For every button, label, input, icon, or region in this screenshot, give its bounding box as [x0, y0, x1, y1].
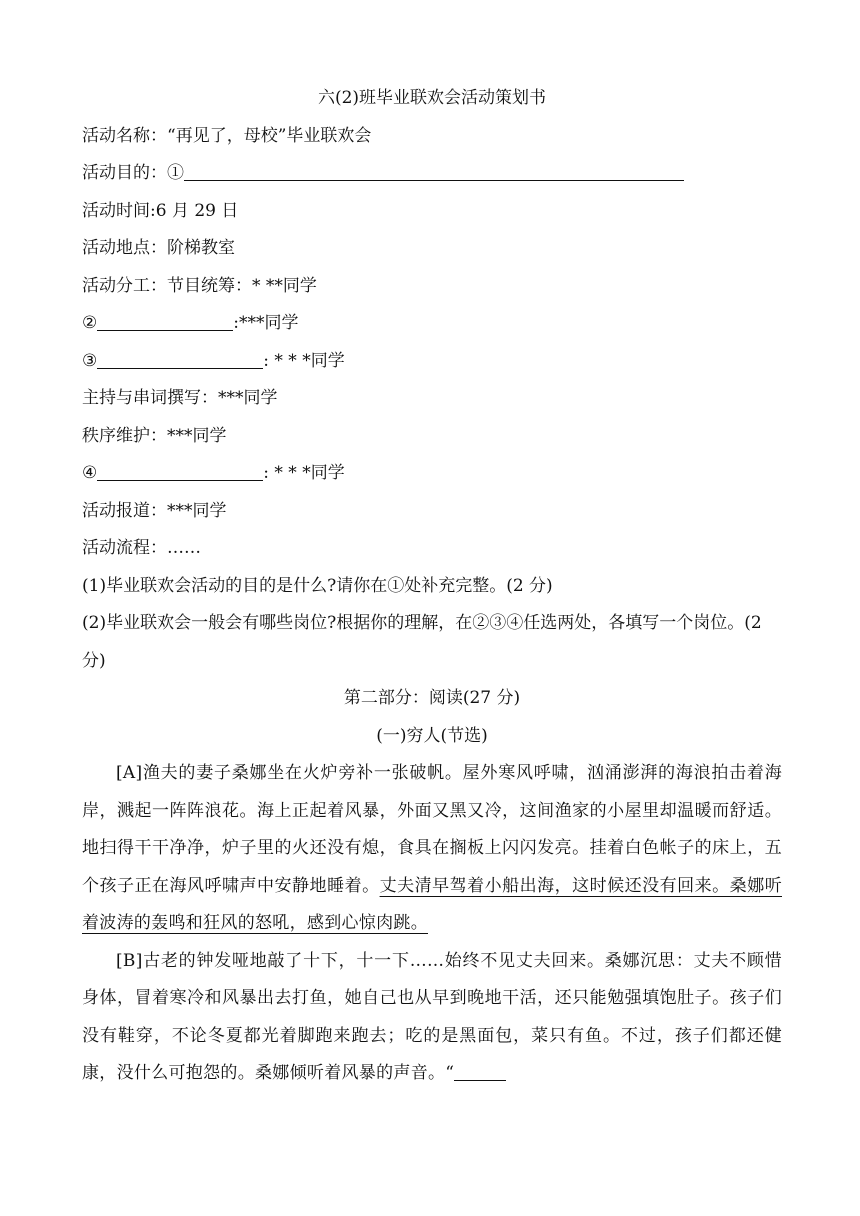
role-3-row — [82, 343, 782, 381]
role-3-suffix: : * * *同学 — [263, 350, 345, 371]
role-2-blank[interactable] — [97, 310, 233, 331]
paragraph-a — [82, 755, 782, 943]
question-2: (2)毕业联欢会一般会有哪些岗位?根据你的理解，在②③④任选两处，各填写一个岗位。(2 分) — [82, 613, 762, 671]
paragraph-b — [82, 943, 782, 1093]
order-row: 秩序维护：***同学 — [82, 425, 227, 446]
document-page — [82, 80, 782, 1093]
section-title: (一)穷人(节选) — [376, 725, 488, 746]
role-4-marker: ④ — [82, 463, 98, 483]
role-3-marker: ③ — [82, 350, 98, 371]
process-row: 活动流程：…… — [82, 538, 201, 558]
role-2-row — [82, 305, 782, 343]
part2-title: 第二部分：阅读(27 分) — [343, 688, 521, 708]
role-4-suffix: : * * *同学 — [263, 463, 345, 483]
question-1: (1)毕业联欢会活动的目的是什么?请你在①处补充完整。(2 分) — [82, 575, 553, 596]
activity-place-row: 活动地点：阶梯教室 — [82, 238, 235, 258]
role-2-suffix: :***同学 — [233, 313, 299, 333]
host-row: 主持与串词撰写：***同学 — [82, 388, 278, 408]
role-3-blank[interactable] — [97, 348, 263, 369]
activity-purpose-label: 活动目的：① — [82, 163, 184, 183]
paragraph-b-text: [B]古老的钟发哑地敲了十下，十一下……始终不见丈夫回来。桑娜沉思：丈夫不顾惜身体，冒着寒冷和风暴出去打鱼，她自己也从早到晚地干活，还只能勉强填饱肚子。孩子们没有鞋穿，不论冬夏都光着脚跑来跑去；吃的是黑面包，菜只有鱼。不过，孩子们都还健康，没什么可抱怨的。桑娜倾听着风暴的声音。“ — [82, 950, 782, 1083]
activity-name-row: 活动名称：“再见了，母校”毕业联欢会 — [82, 125, 372, 146]
paragraph-b-blank[interactable] — [454, 1060, 506, 1081]
role-2-marker: ② — [82, 313, 98, 333]
role-4-blank[interactable] — [97, 460, 263, 481]
purpose-blank[interactable] — [184, 160, 684, 181]
activity-division-row: 活动分工：节目统筹：* **同学 — [82, 275, 317, 296]
activity-purpose-row — [82, 155, 782, 193]
activity-time-row: 活动时间:6 月 29 日 — [82, 200, 239, 221]
report-row: 活动报道：***同学 — [82, 500, 227, 521]
document-title: 六(2)班毕业联欢会活动策划书 — [317, 88, 547, 108]
paragraph-a-text: [A]渔夫的妻子桑娜坐在火炉旁补一张破帆。屋外寒风呼啸，汹涌澎湃的海浪拍击着海岸，溅起一阵阵浪花。海上正起着风暴，外面又黑又冷，这间渔家的小屋里却温暖而舒适。地扫得干干净净，炉子里的火还没有熄，食具在搁板上闪闪发亮。挂着白色帐子的床上，五个孩子正在海风呼啸声中安静地睡着。 — [82, 763, 782, 896]
paragraph-a-underlined: 丈夫清早驾着小船出海，这时候还没有回来。桑娜听着波涛的轰鸣和狂风的怒吼，感到心惊肉跳。 — [82, 875, 782, 933]
role-4-row — [82, 455, 782, 493]
